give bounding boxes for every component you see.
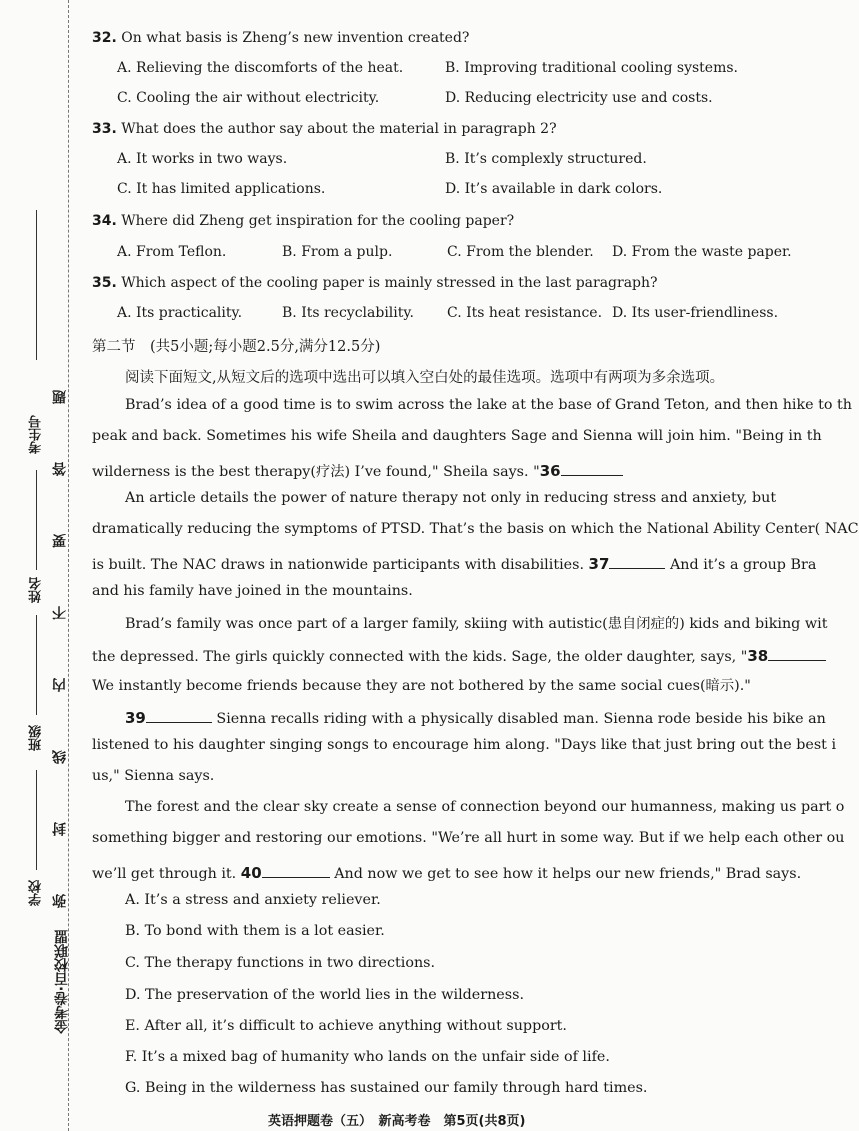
blank-37-number: 37: [588, 555, 610, 573]
q35-option-b[interactable]: B. Its recyclability.: [282, 305, 414, 321]
school-line: [36, 770, 37, 870]
passage-line: Brad’s idea of a good time is to swim across the lake at the base of Grand Teton, and then hike to th: [125, 397, 853, 413]
passage-line: The forest and the clear sky create a sense of connection beyond our humanness, making us part o: [125, 799, 845, 815]
blank-36-number: 36: [539, 462, 561, 480]
blank-40[interactable]: [262, 861, 330, 878]
passage-line: We instantly become friends because they are not bothered by the same social cues(暗示).": [92, 678, 751, 694]
brand-label: 金考卷·百校联盟: [54, 930, 70, 1034]
blank-36[interactable]: [561, 459, 623, 476]
blank-38[interactable]: [768, 644, 826, 661]
section-header: 第二节 (共5小题;每小题2.5分,满分12.5分): [92, 339, 381, 355]
question-32: 32. On what basis is Zheng’s new invention created?: [92, 30, 470, 46]
section-instruction: 阅读下面短文,从短文后的选项中选出可以填入空白处的最佳选项。选项中有两项为多余选项。: [125, 370, 725, 386]
blank-38-number: 38: [747, 647, 769, 665]
page-footer: 英语押题卷（五） 新高考卷 第5页(共8页): [268, 1114, 526, 1129]
passage-line: something bigger and restoring our emotions. "We’re all hurt in some way. But if we help each other ou: [92, 830, 845, 846]
passage-line: Brad’s family was once part of a larger family, skiing with autistic(患自闭症的) kids and biking wit: [125, 616, 828, 632]
blank-40-number: 40: [240, 864, 262, 882]
q33-option-c[interactable]: C. It has limited applications.: [117, 181, 326, 197]
q32-option-b[interactable]: B. Improving traditional cooling systems.: [445, 60, 739, 76]
examno-line: [36, 210, 37, 360]
passage-line: peak and back. Sometimes his wife Sheila and daughters Sage and Sienna will join him. "Being in th: [92, 428, 822, 444]
passage-line: and his family have joined in the mountains.: [92, 583, 413, 599]
question-34: 34. Where did Zheng get inspiration for the cooling paper?: [92, 213, 515, 229]
option-c[interactable]: C. The therapy functions in two directions.: [125, 955, 436, 971]
q33-option-d[interactable]: D. It’s available in dark colors.: [445, 181, 663, 197]
question-35: 35. Which aspect of the cooling paper is mainly stressed in the last paragraph?: [92, 275, 658, 291]
q32-option-c[interactable]: C. Cooling the air without electricity.: [117, 90, 380, 106]
option-a[interactable]: A. It’s a stress and anxiety reliever.: [125, 892, 381, 908]
passage-line: listened to his daughter singing songs to encourage him along. "Days like that just bring out the best i: [92, 737, 837, 753]
q35-option-c[interactable]: C. Its heat resistance.: [447, 305, 603, 321]
school-label: 学校: [29, 880, 44, 906]
passage-line: dramatically reducing the symptoms of PTSD. That’s the basis on which the National Ability Center( NAC: [92, 521, 859, 537]
passage-line: An article details the power of nature therapy not only in reducing stress and anxiety, but: [125, 490, 777, 506]
q34-option-a[interactable]: A. From Teflon.: [117, 244, 227, 260]
passage-line: is built. The NAC draws in nationwide participants with disabilities. 37 And it’s a group Bra: [92, 552, 816, 573]
q34-option-b[interactable]: B. From a pulp.: [282, 244, 393, 260]
passage-line: us," Sienna says.: [92, 768, 215, 784]
examno-label: 考生号: [29, 415, 44, 454]
passage-line: the depressed. The girls quickly connected with the kids. Sage, the older daughter, says, "38: [92, 644, 826, 665]
q32-option-a[interactable]: A. Relieving the discomforts of the heat.: [117, 60, 404, 76]
seal-notice: 弥 封 线 内 不 要 答 题: [52, 368, 68, 908]
blank-39-number: 39: [125, 709, 146, 727]
passage-line: we’ll get through it. 40 And now we get to see how it helps our new friends," Brad says.: [92, 861, 801, 882]
class-line: [36, 615, 37, 715]
option-f[interactable]: F. It’s a mixed bag of humanity who lands on the unfair side of life.: [125, 1049, 610, 1065]
blank-39[interactable]: [146, 706, 212, 723]
option-g[interactable]: G. Being in the wilderness has sustained our family through hard times.: [125, 1080, 648, 1096]
q33-option-b[interactable]: B. It’s complexly structured.: [445, 151, 647, 167]
q33-option-a[interactable]: A. It works in two ways.: [117, 151, 288, 167]
passage-line: wilderness is the best therapy(疗法) I’ve found," Sheila says. "36: [92, 459, 623, 481]
q35-option-a[interactable]: A. Its practicality.: [117, 305, 243, 321]
name-line: [36, 470, 37, 570]
q35-option-d[interactable]: D. Its user-friendliness.: [612, 305, 779, 321]
blank-37[interactable]: [609, 552, 665, 569]
name-label: 姓名: [29, 577, 44, 603]
question-33: 33. What does the author say about the material in paragraph 2?: [92, 121, 557, 137]
option-b[interactable]: B. To bond with them is a lot easier.: [125, 923, 385, 939]
q34-option-c[interactable]: C. From the blender.: [447, 244, 594, 260]
q32-option-d[interactable]: D. Reducing electricity use and costs.: [445, 90, 713, 106]
option-d[interactable]: D. The preservation of the world lies in the wilderness.: [125, 987, 524, 1003]
class-label: 班级: [29, 725, 44, 751]
passage-line: 39 Sienna recalls riding with a physically disabled man. Sienna rode beside his bike an: [125, 706, 826, 727]
q34-option-d[interactable]: D. From the waste paper.: [612, 244, 792, 260]
option-e[interactable]: E. After all, it’s difficult to achieve anything without support.: [125, 1018, 567, 1034]
